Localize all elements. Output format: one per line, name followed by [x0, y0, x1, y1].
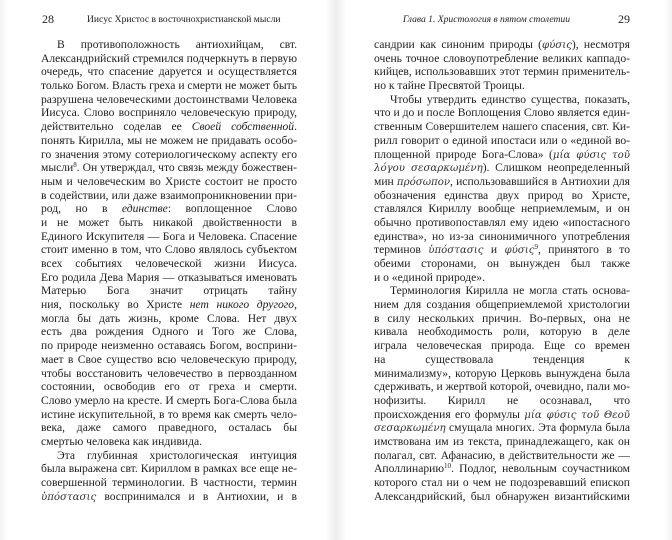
text-line: Александрийский стремился подчеркнуть в первую: [41, 51, 297, 65]
text-line: минимализму», которую Церковь вынуждена была: [374, 366, 630, 380]
page-body: [374, 38, 630, 503]
text-line: В противоположность антиохийцам, свт.: [57, 38, 297, 51]
paragraph: [374, 284, 630, 503]
text-line: ным и человеческим во Христе состоит не просто: [41, 174, 297, 188]
text-line: обеими сторонами, он вынужден был также: [374, 257, 630, 270]
text-line: [374, 161, 630, 175]
text-run: .: [294, 120, 297, 134]
page-number: 28: [42, 12, 54, 26]
text-run: ), несмотря: [571, 38, 630, 51]
text-run: действительно соделав ее: [41, 120, 192, 134]
footnote-ref: 9: [534, 243, 538, 252]
text-run: происхождения его формулы: [374, 407, 525, 421]
text-line: [41, 490, 297, 504]
text-line: Матерью Бога значит отрицать тайну: [41, 284, 297, 298]
text-line: Иисуса. Слово восприняло человеческую природу,: [41, 106, 297, 120]
text-run: , использовавшийся в Антиохии для: [450, 174, 630, 188]
text-run: . Он утверждал, что связь между божествен-: [76, 161, 297, 175]
text-line: очередь, что спасение даруется и осуществляется: [41, 65, 297, 79]
paragraph: [374, 93, 630, 285]
text-line: [374, 148, 630, 162]
text-line: Слово умерло на кресте. И смерть Бога-Слова была: [41, 393, 297, 407]
text-run: мысли: [41, 161, 74, 175]
text-run: , принятого в то: [537, 243, 630, 257]
text-line: и о «единой природе».: [374, 270, 486, 284]
greek-term: πρόσωπον: [396, 176, 451, 188]
text-line: чтобы восстановить человечество в первозданном: [41, 366, 297, 380]
running-header: [374, 13, 630, 27]
text-line: в силу нескольких причин. Во-первых, она не: [374, 311, 630, 325]
text-line: очень точное словоупотребление великих каппадо-: [374, 51, 630, 65]
text-line: [41, 161, 297, 175]
text-line: совершенной терминологии. В частности, термин: [41, 476, 297, 489]
text-run: смущала многих. Эта формула была: [449, 421, 630, 435]
text-line: го значения этому сотериологическому аспекту его: [41, 147, 297, 161]
text-line: смертью человека как индивида.: [41, 434, 203, 448]
paragraph: [41, 449, 297, 504]
greek-term: ὑπόστασις: [41, 491, 97, 503]
text-line: Эта глубинная христологическая интуиция: [57, 448, 297, 462]
text-line: кивала необходимость роли, которую в деле: [374, 325, 630, 339]
text-line: играла человеческая природа. Еще со времен: [374, 339, 630, 353]
text-line: Чтобы утвердить единство существа, показать,: [390, 92, 630, 106]
running-header: [41, 13, 297, 27]
text-line: стоит именно в том, что Слово являлось субъектом: [41, 243, 297, 257]
page-body: [41, 38, 297, 503]
text-run: площенной природе Бога-Слова» (: [374, 147, 553, 161]
text-line: Терминология Кирилла не могла стать основа-: [390, 284, 630, 298]
emphasis: единстве: [121, 202, 168, 216]
text-line: но к тайне Пресвятой Троицы.: [374, 79, 525, 93]
text-line: имствована им из текста, принадлежащего, как он: [374, 434, 630, 448]
running-title: Глава 1. Христология в пятом столетии: [402, 14, 570, 25]
greek-term: μία φύσις τοῦ Θεοῦ: [524, 409, 630, 421]
greek-term: λόγου σεσαρκωμένη: [374, 163, 483, 175]
emphasis: Своей собственной: [191, 120, 295, 134]
text-line: Александрийский, был обнаружен византийскими: [374, 489, 630, 503]
text-line: на существовала тенденция к: [374, 352, 630, 366]
text-line: [374, 408, 630, 422]
text-line: состоянии, освободив его от греха и смерти.: [41, 380, 297, 394]
text-line: [374, 421, 630, 435]
text-line: кийцев, использовавших этот термин применитель-: [374, 65, 630, 79]
text-line: могла бы дать жизнь, кроме Слова. Нет двух: [41, 311, 297, 325]
text-line: мает в Свое существо всю человеческую природу,: [41, 352, 297, 366]
text-line: по природе неизменно оставаясь Богом, восприни-: [41, 339, 297, 353]
text-run: ). Слишком неопределенный: [482, 161, 630, 175]
text-line: была выражена свт. Кириллом в рамках все еще не-: [41, 462, 297, 476]
text-line: Единого Искупителя — Бога и Человека. Спасение: [41, 229, 297, 243]
text-line: [374, 38, 630, 52]
text-line: нием для создания общеприемлемой христологии: [374, 298, 630, 312]
text-run: . Подлог, невольным соучастником: [451, 462, 630, 476]
footnote-ref: 10: [444, 462, 452, 471]
text-line: [41, 202, 297, 216]
text-line: только Богом. Власть греха и смерти не может быть: [41, 79, 297, 93]
greek-term: μία φύσις τοῦ: [552, 149, 630, 161]
page-number: 29: [618, 12, 630, 26]
text-line: [41, 120, 297, 134]
paragraph: [374, 38, 630, 93]
text-line: всех событиях человеческой жизни Иисуса.: [41, 257, 297, 270]
text-run: : воплощенное Слово: [167, 202, 297, 216]
text-line: и не может быть никакой двойственности в: [41, 215, 297, 229]
text-run: Аполлинарию: [374, 462, 445, 476]
text-run: терминов: [374, 243, 429, 257]
text-line: Его родила Дева Мария — отказываться именовать: [41, 270, 297, 284]
text-run: ния, поскольку во Христе: [41, 298, 190, 312]
text-line: ставлялся Кириллу вообще неприемлемым, и он: [374, 202, 630, 216]
text-line: понять Кирилла, мы не можем не придавать особо-: [41, 133, 297, 147]
text-line: есть два рождения Одного и Того же Слова,: [41, 325, 297, 339]
text-line: в содействии, или даже взаимопроникновении при-: [41, 188, 297, 202]
running-title: Иисус Христос в восточнохристианской мысли: [87, 14, 281, 25]
text-line: [374, 462, 630, 476]
text-line: что и до и после Воплощения Слово является един-: [374, 106, 630, 120]
text-line: нофизиты. Кирилл не осознавал, что: [374, 393, 630, 407]
text-line: [374, 175, 630, 189]
text-line: [41, 298, 297, 312]
text-line: полагал, свт. Афанасию, в действительности же —: [374, 448, 630, 462]
text-run: род, но в: [41, 202, 122, 216]
text-line: рилл говорит о единой ипостаси или о «единой во-: [374, 133, 630, 147]
greek-term: φύσις: [541, 40, 572, 51]
text-line: обычно противопоставлял ему идею «ипостасного: [374, 215, 630, 229]
text-line: века, даже самого праведного, осталась бы: [41, 421, 297, 435]
text-line: единства», но из-за синонимичного употребления: [374, 229, 630, 243]
text-line: истине искупительной, в то время как смерть чело-: [41, 407, 297, 421]
text-run: ,: [294, 298, 297, 312]
text-line: сдерживать, и жертвой которой, очевидно, пали мо-: [374, 380, 630, 394]
text-line: которого стал ни о чем не подозревавший епископ: [374, 476, 630, 489]
text-run: сандрии как синоним природы (: [374, 38, 542, 51]
text-line: ственным Совершителем нашего спасения, свт. Ки-: [374, 120, 630, 134]
greek-term: φύσις: [504, 245, 535, 257]
text-run: воспринимался и в Антиохии, и в: [104, 489, 297, 503]
text-run: и: [483, 243, 505, 257]
paragraph: [41, 38, 297, 449]
text-run: мин: [374, 174, 397, 188]
text-line: обозначения единства двух природ во Христе,: [374, 188, 630, 202]
text-line: [374, 243, 630, 257]
footnote-ref: 8: [73, 161, 77, 170]
text-line: разрушена человеческими достоинствами Человека: [41, 92, 297, 106]
greek-term: ὑπόστασις: [428, 245, 484, 257]
emphasis: нет никого другого: [189, 298, 295, 312]
greek-term: σεσαρκωμένη: [374, 423, 446, 435]
